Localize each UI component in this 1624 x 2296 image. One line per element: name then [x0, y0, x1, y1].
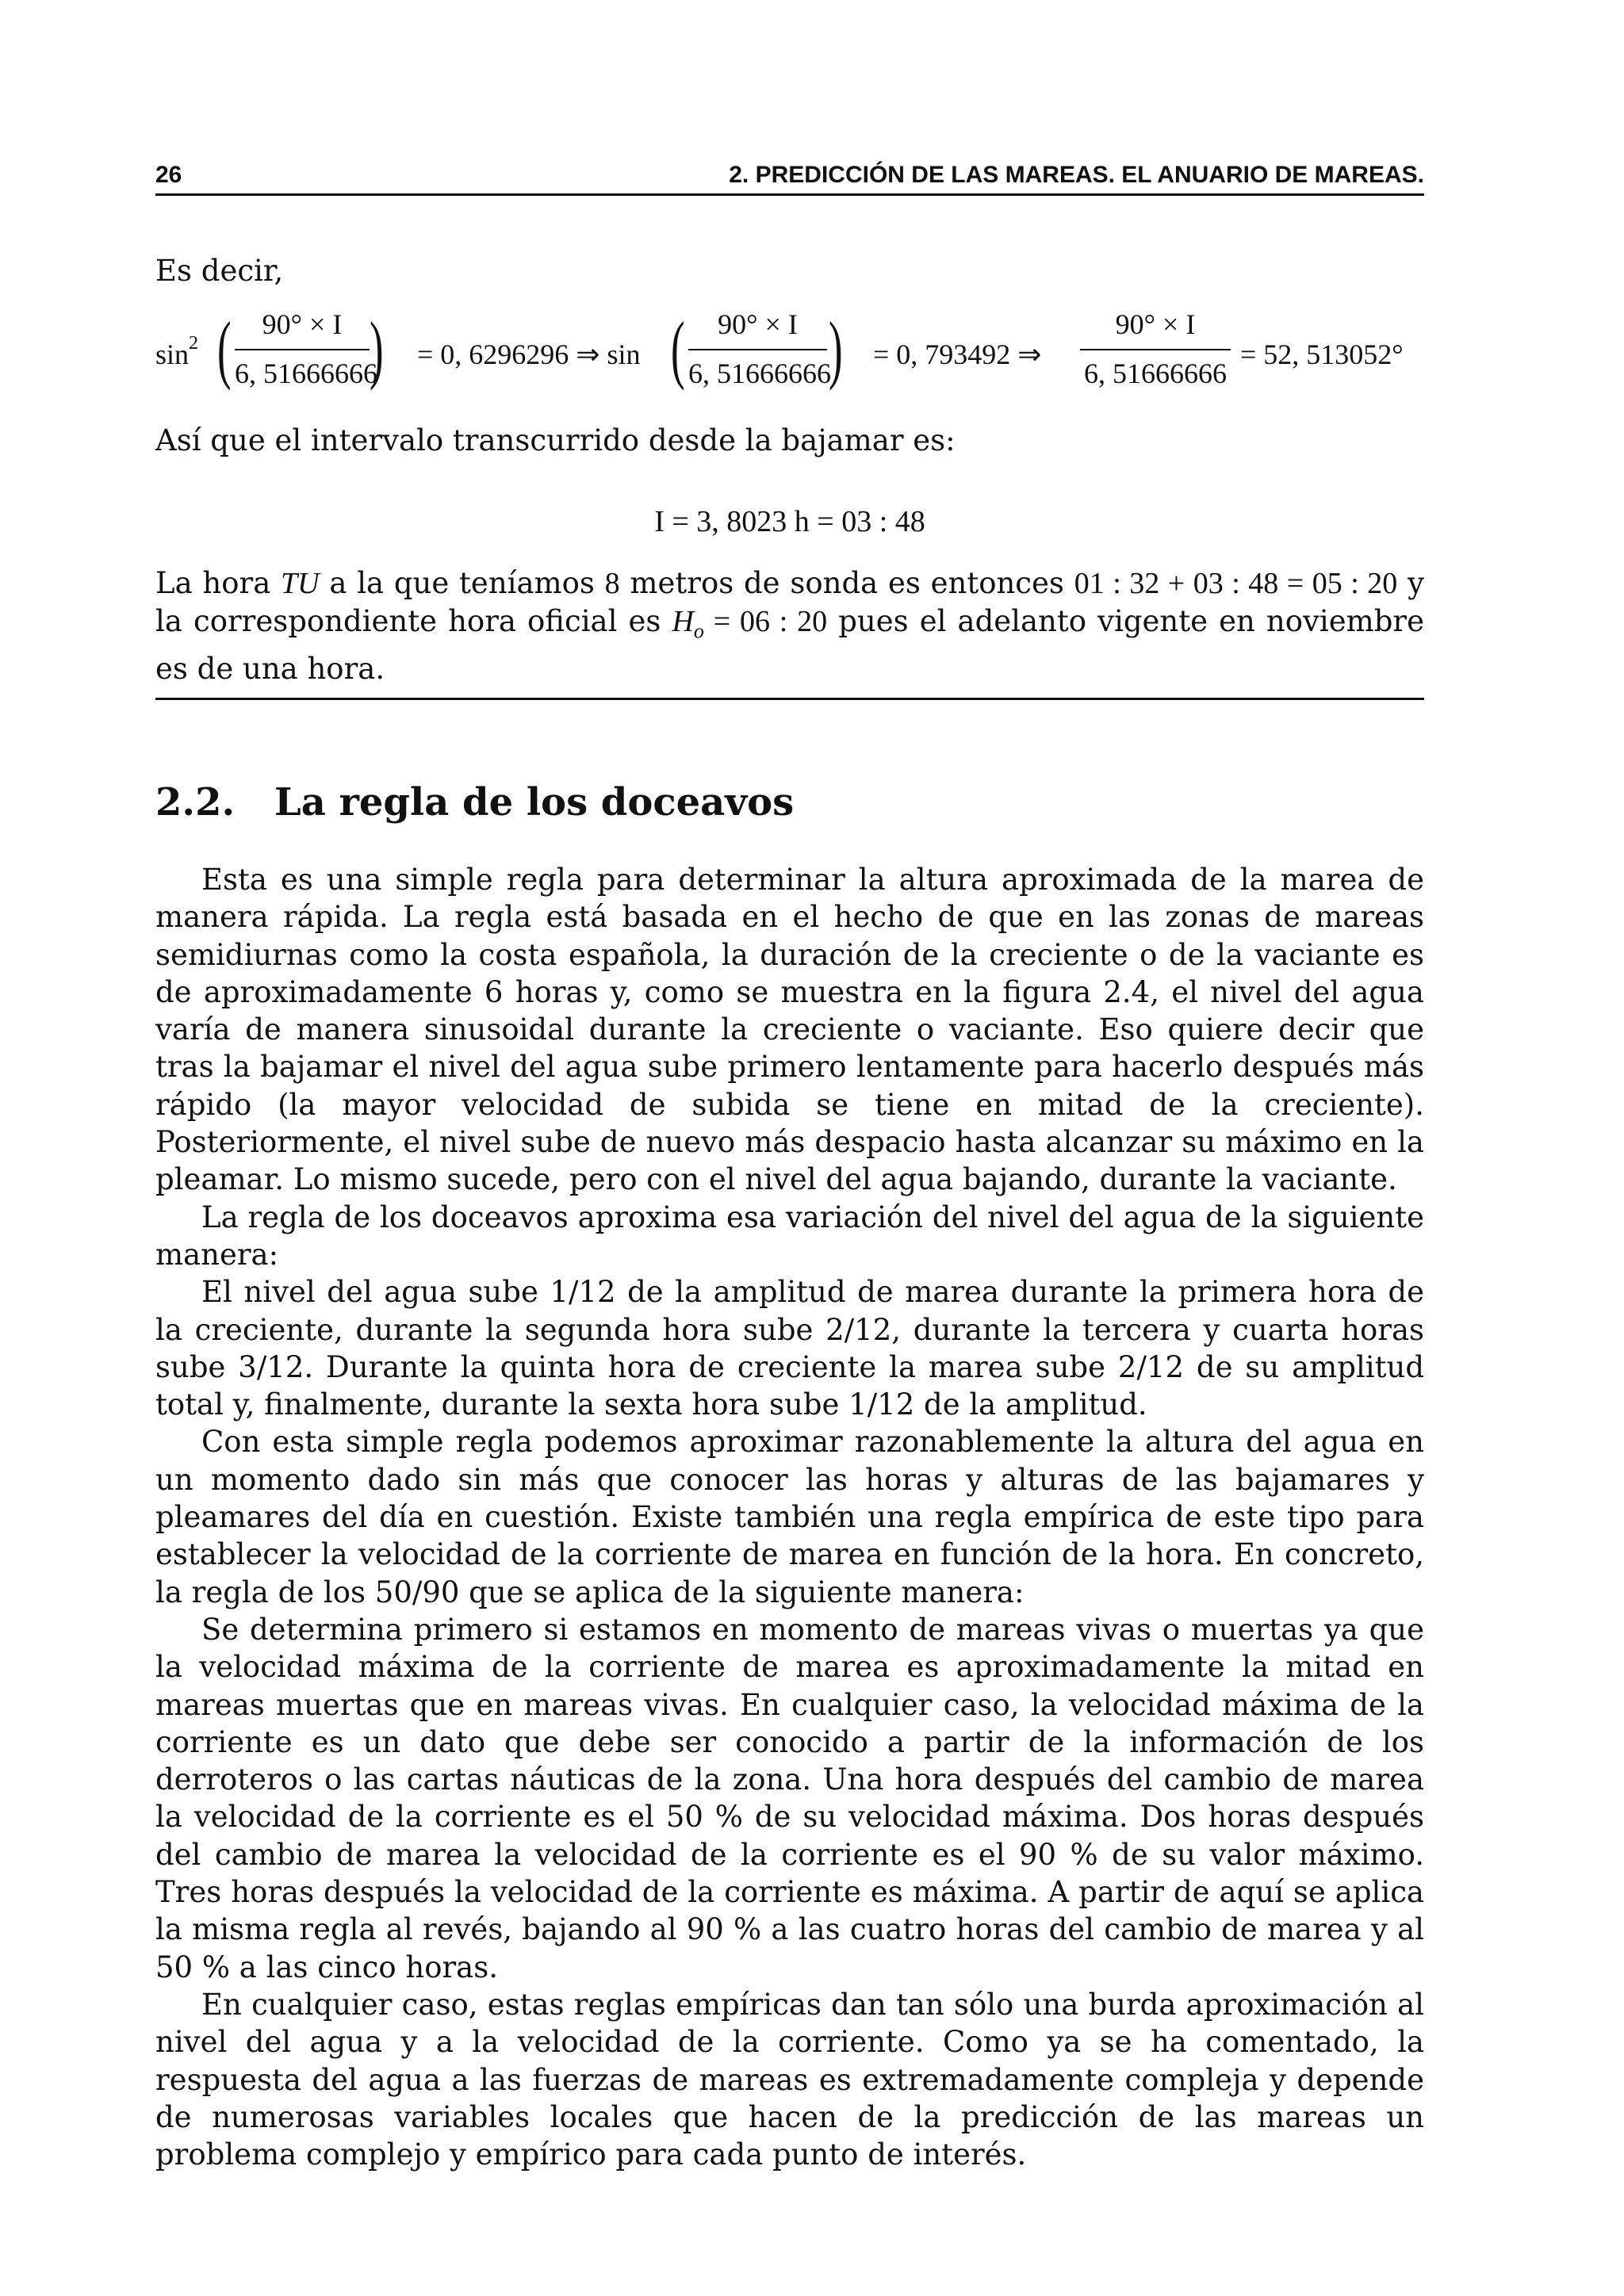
- section-title: La regla de los doceavos: [274, 780, 795, 825]
- paragraph: Se determina primero si estamos en momento de mareas vivas o muertas ya que la velocidad máxima de la corriente de marea es aproximadamente la mitad en mareas muertas que en mareas vivas. En cualquier caso, la velocidad máxima de la corriente es un dato que debe ser conocido a partir de la información de los derroteros o las cartas náuticas de la zona. Una hora después del cambio de marea la velocidad de la corriente es el 50 % de su velocidad máxima. Dos horas después del cambio de marea la velocidad de la corriente es el 90 % de su valor máximo. Tres horas después la velocidad de la corriente es máxima. A partir de aquí se aplica la misma regla al revés, bajando al 90 % a las cuatro horas del cambio de marea y al 50 % a las cinco horas.: [155, 1612, 1424, 1984]
- section-body: [155, 861, 1424, 2173]
- fraction-denominator-3: 6, 51666666: [1084, 358, 1227, 389]
- sin-label: $\sin^2$: [155, 333, 199, 370]
- equation-result-b: = 0, 793492 ⇒: [873, 339, 1042, 370]
- fraction-bar: [235, 349, 370, 350]
- equation-sin: [155, 308, 1424, 403]
- example-end-rule: [155, 698, 1424, 700]
- fraction-bar-2: [688, 349, 827, 350]
- fraction-numerator-3: 90° × I: [1115, 308, 1196, 340]
- section-heading: [155, 780, 794, 825]
- paragraph-hour: La hora TU a la que teníamos 8 metros de sonda es entonces 01 : 32 + 03 : 48 = 05 : 20 y la correspondiente hora oficial es $H_o = 06$ : 20 pues el adelanto vigente en noviembre es de una hora.: [155, 566, 1424, 686]
- running-title: 2. PREDICCIÓN DE LAS MAREAS. EL ANUARIO DE MAREAS.: [729, 162, 1424, 188]
- fraction-bar-3: [1080, 349, 1231, 350]
- paragraph: En cualquier caso, estas reglas empíricas dan tan sólo una burda aproximación al nivel del agua y a la velocidad de la corriente. Como ya se ha comentado, la respuesta del agua a las fuerzas de mareas es extremadamente compleja y depende de numerosas variables locales que hacen de la predicción de las mareas un problema complejo y empírico para cada punto de interés.: [155, 1987, 1424, 2172]
- right-paren-2: ): [829, 306, 843, 391]
- fraction-denominator: 6, 51666666: [235, 358, 377, 389]
- left-paren: (: [217, 306, 232, 391]
- fraction-numerator: 90° × I: [262, 308, 343, 340]
- paragraph: Esta es una simple regla para determinar la altura aproximada de la marea de manera rápida. La regla está basada en el hecho de que en las zonas de mareas semidiurnas como la costa española, la duración de la creciente o de la vaciante es de aproximadamente 6 horas y, como se muestra en la figura 2.4, el nivel del agua varía de manera sinusoidal durante la creciente o vaciante. Eso quiere decir que tras la bajamar el nivel del agua sube primero lentamente para hacerlo después más rápido (la mayor velocidad de subida se tiene en mitad de la creciente). Posteriormente, el nivel sube de nuevo más despacio hasta alcanzar su máximo en la pleamar. Lo mismo sucede, pero con el nivel del agua bajando, durante la vaciante.: [155, 863, 1424, 1197]
- page-header: [155, 162, 1424, 196]
- fraction-denominator-2: 6, 51666666: [688, 358, 831, 389]
- equation-interval: I = 3, 8023 h = 03 : 48: [654, 505, 925, 538]
- paragraph: El nivel del agua sube 1/12 de la amplitud de marea durante la primera hora de la creciente, durante la segunda hora sube 2/12, durante la tercera y cuarta horas sube 3/12. Durante la quinta hora de creciente la marea sube 2/12 de su amplitud total y, finalmente, durante la sexta hora sube 1/12 de la amplitud.: [155, 1275, 1424, 1422]
- equation-result-a: = 0, 6296296 ⇒ sin: [417, 339, 641, 370]
- page-number: 26: [155, 162, 182, 188]
- right-paren: ): [370, 306, 384, 391]
- fraction-numerator-2: 90° × I: [718, 308, 798, 340]
- left-paren-2: (: [671, 306, 685, 391]
- paragraph: Con esta simple regla podemos aproximar razonablemente la altura del agua en un momento dado sin más que conocer las horas y alturas de las bajamares y pleamares del día en cuestión. Existe también una regla empírica de este tipo para establecer la velocidad de la corriente de marea en función de la hora. En concreto, la regla de los 50/90 que se aplica de la siguiente manera:: [155, 1425, 1424, 1609]
- interval-text: Así que el intervalo transcurrido desde la bajamar es:: [155, 423, 956, 457]
- paragraph: La regla de los doceavos aproxima esa variación del nivel del agua de la siguiente manera:: [155, 1200, 1424, 1272]
- equation-result-c: = 52, 513052°: [1240, 339, 1404, 370]
- section-number: 2.2.: [155, 780, 236, 825]
- intro-text: Es decir,: [155, 254, 284, 288]
